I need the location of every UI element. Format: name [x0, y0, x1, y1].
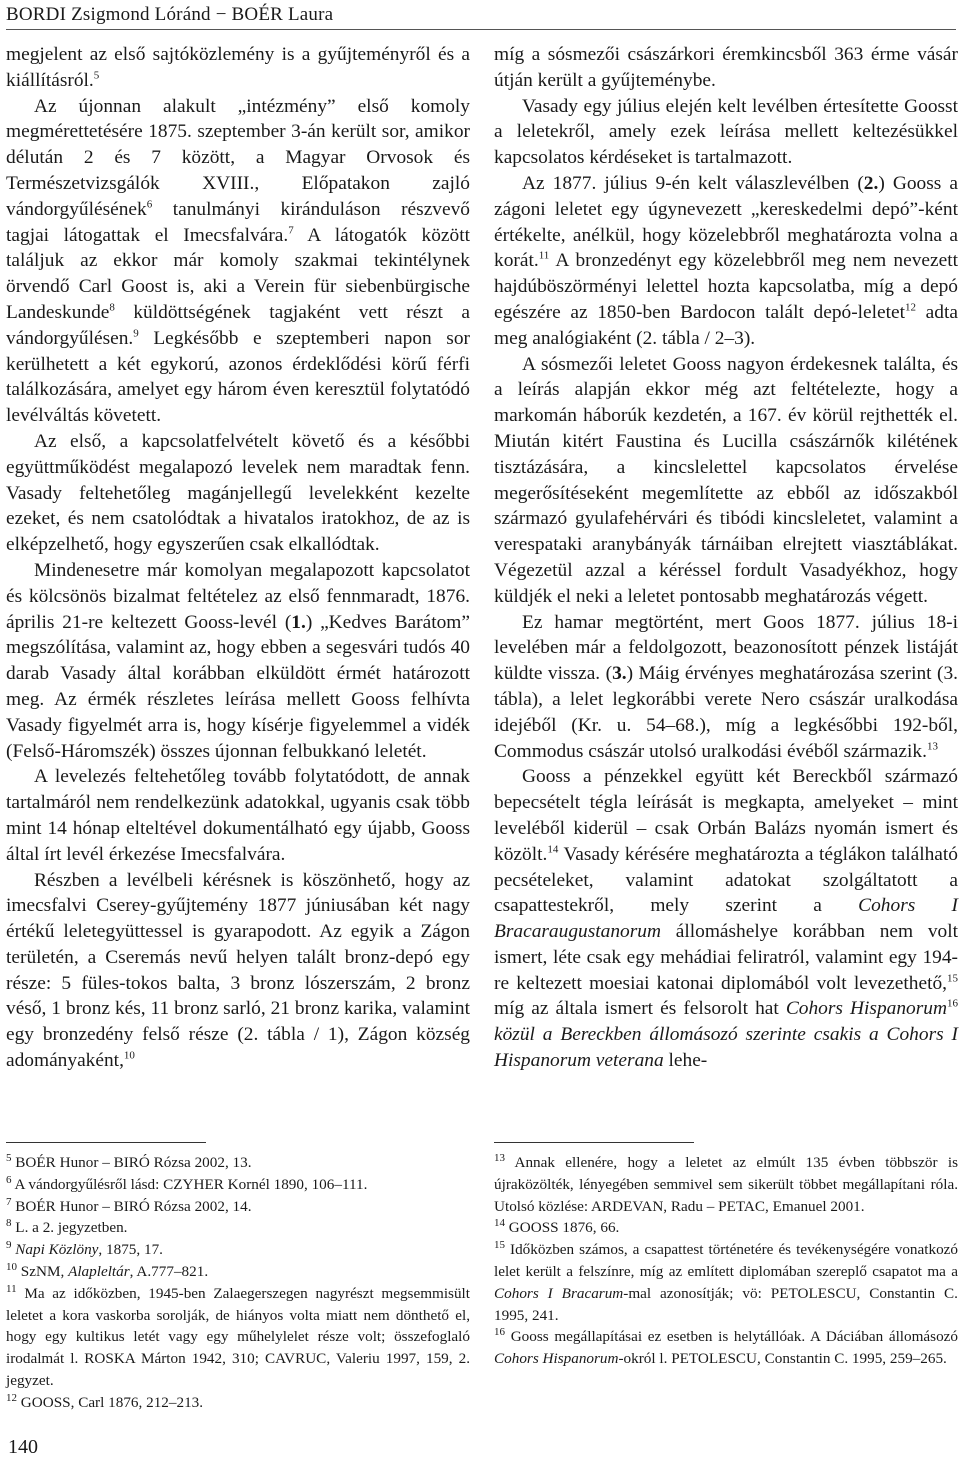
footnotes-left — [6, 1152, 470, 1414]
running-header: BORDI Zsigmond Lóránd − BOÉR Laura — [6, 4, 956, 30]
footnote-ref[interactable]: 5 — [93, 69, 100, 82]
left-text-column — [6, 42, 470, 1074]
footnote-ref[interactable]: 14 — [547, 843, 559, 856]
footnote: $^{13}$ Annak ellenére, hogy a leletet az elmúlt 135 évben többször is újraközölték, lényegében semmivel sem sikerült többet megállapítani róla. Utolsó közlése: ARDEVAN, Radu – PETAC, Emanuel 2001. — [494, 1151, 958, 1215]
letter-number: 2. — [863, 172, 879, 194]
footnote-ref[interactable]: 16 — [947, 998, 958, 1011]
footnote: $^5$ BOÉR Hunor – BIRÓ Rózsa 2002, 13. — [6, 1151, 252, 1171]
footnote: $^7$ BOÉR Hunor – BIRÓ Rózsa 2002, 14. — [6, 1195, 252, 1215]
paragraph: Az 1877. július 9-én kelt válaszlevélben (2.) Gooss a zágoni leletet egy úgynevezett „kereskedelmi depó”-ként értékelte, anélkül, hogy közelebbről meghatározta volna a korát.$^{11}$ A bronzedényt egy közelebbről meg nem nevezett hajdúböszörményi lelettel hozta kapcsolatba, míg a depó egészére az 1850-ben Bardocon talált depó-leletet$^{12}$ adta meg analógiaként (2. tábla / 2–3). — [494, 172, 959, 349]
paragraph: Részben a levélbeli kérésnek is köszönhető, hogy az imecsfalvi Cserey-gyűjtemény 1877 júniusában két nagy értékű leletegyüttessel is gyarapodott. Az egyik a Zágon területén, a Cseremás nevű helyen talált bronz-depó egy része: 5 füles-tokos balta, 3 bronz lószerszám, 2 bronz véső, 1 bronz kés, 11 bronz sarló, 21 bronz karika, valamint egy bronzedény felső része (2. tábla / 1), Zágon község adományaként,$^{10}$ — [6, 869, 470, 1072]
footnote-ref[interactable]: 10 — [123, 1049, 135, 1062]
footnote: $^6$ A vándorgyűlésről lásd: CZYHER Kornél 1890, 106–111. — [6, 1173, 368, 1193]
footnotes-right — [494, 1152, 958, 1370]
footnote-ref[interactable]: 8 — [109, 301, 115, 314]
footnote-separator — [6, 1142, 206, 1143]
footnote-ref[interactable]: 9 — [133, 327, 139, 340]
paragraph: Mindenesetre már komolyan megalapozott kapcsolatot és kölcsönös bizalmat feltételez az első fennmaradt, 1876. április 21-re keltezett Gooss-levél (1.) „Kedves Barátom” megszólítása, valamint az, hogy ebben a segesvári tudós 40 darab Vasady által korábban elküldött érmét határozott meg. Az érmék részletes leírása mellett Gooss felhívta Vasady figyelmét arra is, hogy kísérje figyelemmel a vidék (Felső-Háromszék) összes újonnan felbukkanó leletét. — [6, 559, 470, 762]
footnote-ref[interactable]: 15 — [947, 972, 958, 985]
letter-number: 1. — [291, 611, 306, 633]
paragraph: A sósmezői leletet Gooss nagyon érdekesnek találta, és a leírás alapján ekkor még azt feltételezte, hogy a markomán háborúk kezdetén, a 167. év körül rejthették el. Miután kitért Faustina és Lucilla császárnők kilétének tisztázására, a kincslelettel kapcsolatos érvelése megerősítéseként megemlítette az ebből az időszakból származó gyulafehérvári és tibódi kincsleletet, valamint a verespataki aranybányák tárnáiban elrejtett viasztáblákat. Végezetül azzal a kéréssel fordult Vasadyékhoz, hogy küldjék el neki a leletet pontosabb meghatározás végett. — [494, 353, 958, 607]
paragraph: míg a sósmezői császárkori éremkincsből 363 érme vásár útján került a gyűjteménybe. — [494, 44, 958, 91]
footnote: $^{15}$ Időközben számos, a csapattest történetére és tevékenységére vonatkozó lelet került a felszínre, míg az említett diplomában szereplő csapatot ma a Cohors I Bracarum-mal azonosítják; vö: PETOLESCU, Constantin C. 1995, 241. — [494, 1239, 958, 1324]
footnote: $^{11}$ Ma az időközben, 1945-ben Zalaegerszegen nagyrészt megsemmisült leletet a kora vaskorba sorolják, de hiányos volta miatt nem dönthető el, hogy egy kultikus letét vagy egy műhelylelet része volt; összefoglaló irodalmát l. ROSKA Márton 1942, 310; CAVRUC, Valeriu 1997, 159, 2. jegyzet. — [6, 1282, 470, 1389]
letter-number: 3. — [612, 663, 627, 685]
footnote-ref[interactable]: 7 — [288, 224, 294, 237]
paragraph: megjelent az első sajtóközlemény is a gyűjteményről és a kiállításról.$^5$ — [6, 44, 470, 91]
paragraph: Ez hamar megtörtént, mert Goos 1877. július 18-i levelében már a feldolgozott, beazonosított pénzek listáját küldte vissza. (3.) Máig érvényes meghatározása szerint (3. tábla), a lelet legkorábbi verete Nero császár uralkodása idejéből (Kr. u. 54–68.), míg a legkésőbbi 192-ből, Commodus császár utolsó uralkodási évéből származik.$^{13}$ — [494, 611, 959, 762]
footnote-ref[interactable]: 6 — [146, 198, 153, 211]
footnote: $^{16}$ Gooss megállapításai ez esetben is helytállóak. A Dáciában állomásozó Cohors Hispanorum-okról l. PETOLESCU, Constantin C. 1995, 259–265. — [494, 1326, 959, 1368]
footnote: $^{14}$ GOOSS 1876, 66. — [494, 1217, 620, 1237]
footnote-ref[interactable]: 11 — [538, 249, 550, 262]
footnote: $^{10}$ SzNM, Alapleltár, A.777–821. — [6, 1260, 209, 1280]
paragraph: Vasady egy július elején kelt levélben értesítette Goosst a leletekről, amely ezek leírása mellett keltezésükkel kapcsolatos kérdéseket is tartalmazott. — [494, 95, 958, 169]
footnote-ref[interactable]: 13 — [926, 740, 938, 753]
footnote: $^8$ L. a 2. jegyzetben. — [6, 1217, 128, 1237]
right-text-column — [494, 42, 958, 1074]
footnote: $^{12}$ GOOSS, Carl 1876, 212–213. — [6, 1391, 204, 1411]
paragraph: A levelezés feltehetőleg tovább folytatódott, de annak tartalmáról nem rendelkezünk adatokkal, ugyanis csak több mint 14 hónap elteltével dokumentálható egy újabb, Gooss által írt levél érkezése Imecsfalvára. — [6, 766, 470, 865]
footnote: $^9$ Napi Közlöny, 1875, 17. — [6, 1239, 163, 1259]
paragraph: Gooss a pénzekkel együtt két Bereckből származó bepecsételt tégla leírását is megkapta, amelyeket – mint leveléből kiderül – csak Orbán Balázs nyomán ismert és közölt.$^{14}$ Vasady kérésére meghatározta a téglákon található pecsételeket, valamint adatokat szolgáltatott a csapattestekről, mely szerint a Cohors I Bracaraugustanorum állomáshelye korábban nem volt ismert, léte csak egy mehádiai feliratról, valamint egy 194-re keltezett moesiai katonai diplomából volt levezethető,$^{15}$ míg az általa ismert és felsorolt hat Cohors Hispanorum$^{16}$ közül a Bereckben állomásozó szerinte csakis a Cohors I Hispanorum veterana lehe- — [494, 766, 958, 1072]
footnote-ref[interactable]: 12 — [905, 301, 917, 314]
footnote-separator — [494, 1142, 694, 1143]
page-number: 140 — [8, 1436, 38, 1458]
paragraph: Az első, a kapcsolatfelvételt követő és a későbbi együttműködést megalapozó levelek nem maradtak fenn. Vasady feltehetőleg magánjellegű levelekként kezelte ezeket, és nem csatolódtak a hivatalos iratokhoz, de az is elképzelhető, hogy egyszerűen csak elkallódtak. — [6, 430, 470, 556]
paragraph: Az újonnan alakult „intézmény” első komoly megmérettetésére 1875. szeptember 3-án került sor, amikor délután 2 és 7 között, a Magyar Orvosok és Természetvizsgálók XVIII., Előpatakon zajló vándorgyűlésének$^6$ tanulmányi kiránduláson részvevő tagjai látogattak el Imecsfalvára.$^7$ A látogatók között találjuk az ekkor már komoly szakmai tekintélynek örvendő Carl Goost is, aki a Verein für siebenbürgische Landeskunde$^8$ küldöttségének tagjaként vett részt a vándorgyűlésen.$^9$ Legkésőbb e szeptemberi napon sor kerülhetett a két egykorú, azonos érdeklődési körű férfi találkozására, amelyet egy három éven keresztül folytatódó levélváltás követett. — [6, 95, 470, 427]
